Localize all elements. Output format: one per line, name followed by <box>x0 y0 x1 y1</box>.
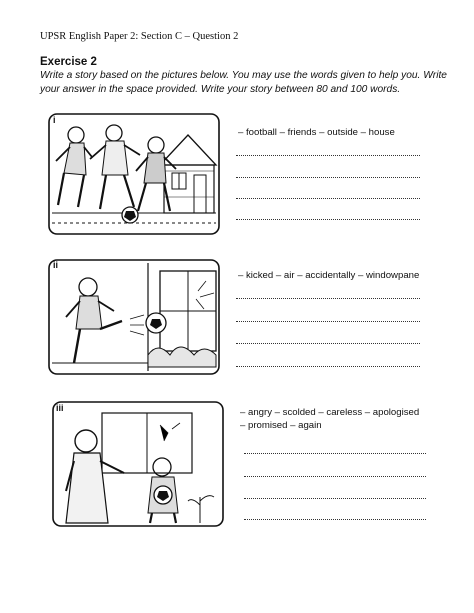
picture-panel-3 <box>52 401 224 527</box>
scolded-boy-illustration <box>52 401 224 527</box>
answer-line <box>236 321 420 322</box>
answer-line <box>236 366 420 367</box>
exercise-title: Exercise 2 <box>40 56 97 68</box>
answer-line <box>244 453 426 454</box>
answer-line <box>244 519 426 520</box>
answer-line <box>244 476 426 477</box>
answer-line <box>236 298 420 299</box>
panel-1-words <box>238 126 395 139</box>
answer-line <box>236 155 420 156</box>
page-header: UPSR English Paper 2: Section C – Question 2 <box>40 31 239 42</box>
picture-panel-1 <box>48 113 220 235</box>
panel-1-words-line-1: – football – friends – outside – house <box>238 127 395 138</box>
panel-3-words-line-2: – promised – again <box>240 420 322 431</box>
answer-line <box>236 177 420 178</box>
exercise-instructions: Write a story based on the pictures below. You may use the words given to help you. Write your answer in the space provided. Write your story between 80 and 100 words. <box>40 70 447 95</box>
answer-line <box>236 219 420 220</box>
answer-line <box>244 498 426 499</box>
panel-2-words <box>238 269 419 282</box>
panel-2-numeral: ii <box>53 260 59 270</box>
panel-2-words-line-1: – kicked – air – accidentally – windowpane <box>238 270 420 281</box>
answer-line <box>236 198 420 199</box>
kicked-ball-window-illustration <box>48 259 220 375</box>
answer-line <box>236 343 420 344</box>
panel-3-numeral: iii <box>56 403 64 413</box>
panel-1-numeral: i <box>53 115 56 125</box>
picture-panel-2 <box>48 259 220 375</box>
panel-3-words <box>240 406 419 432</box>
panel-3-words-line-1: – angry – scolded – careless – apologised <box>240 407 420 418</box>
football-friends-illustration <box>48 113 220 235</box>
